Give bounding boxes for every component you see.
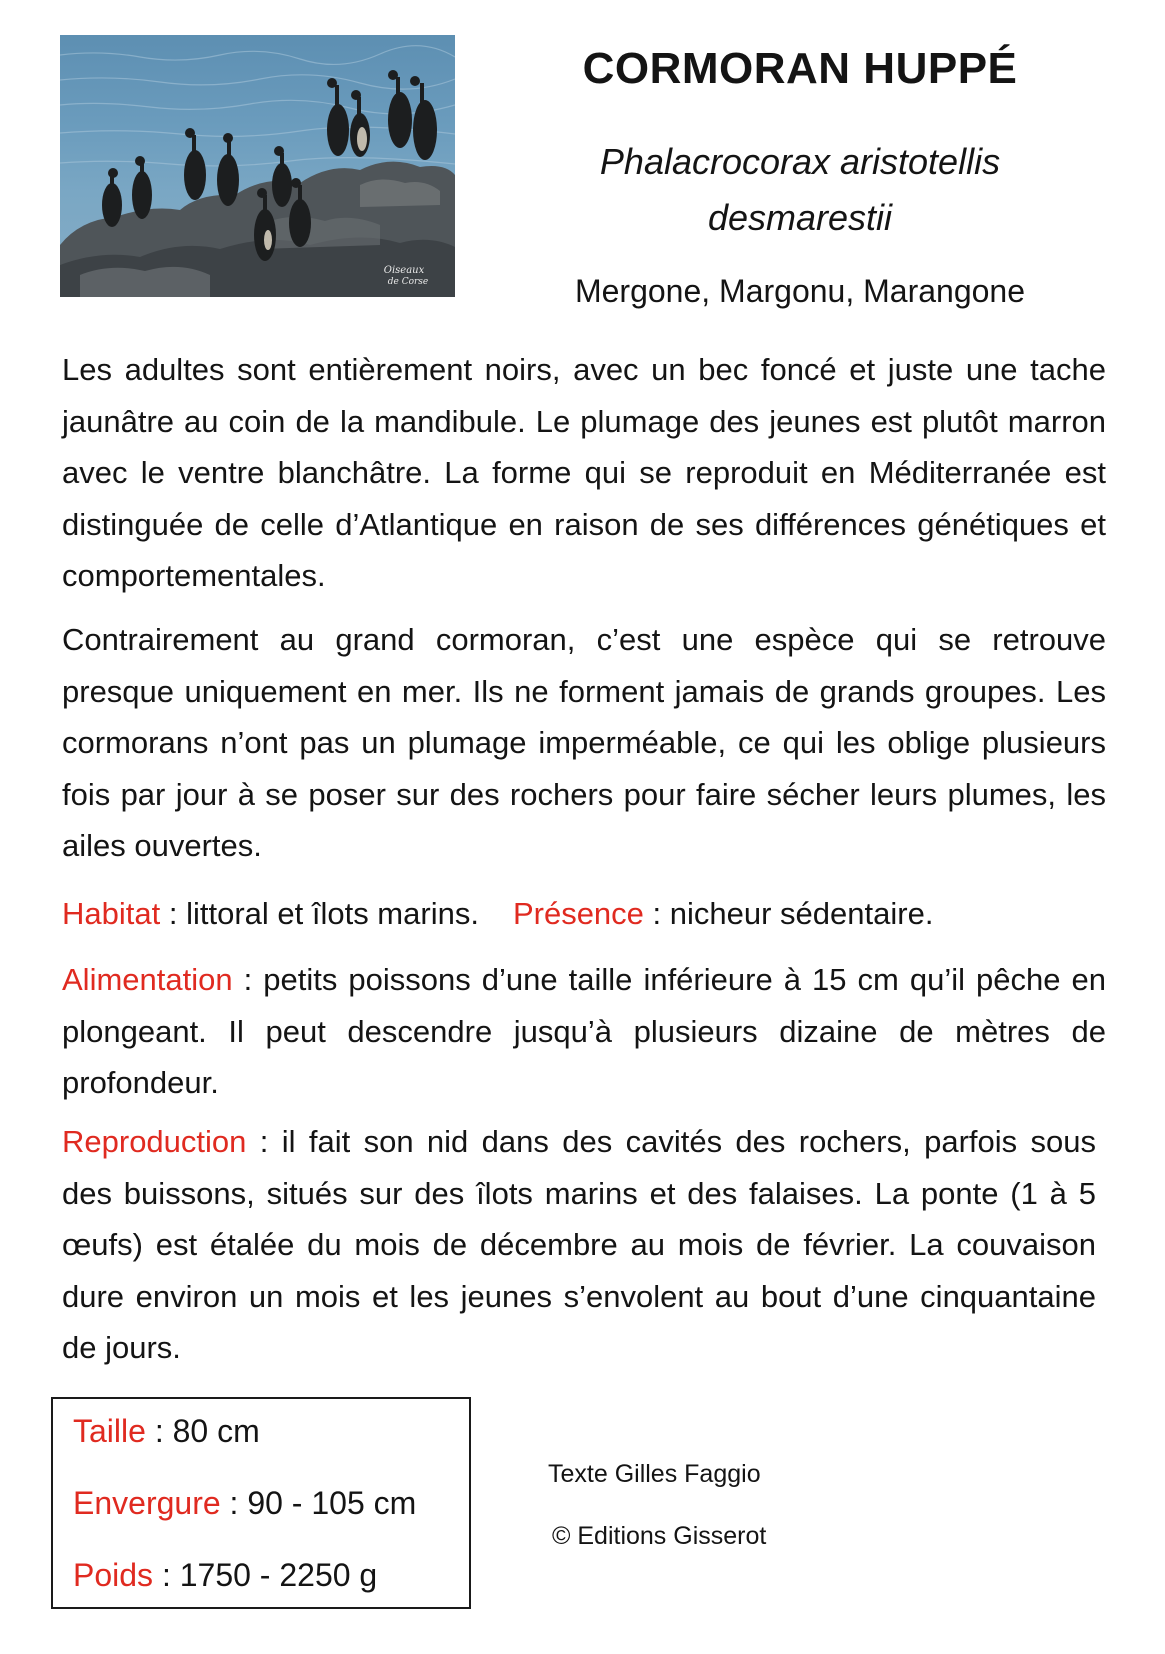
author-credit: Texte Gilles Faggio <box>548 1460 761 1488</box>
cormorant-photo <box>60 35 455 297</box>
page-title: CORMORAN HUPPÉ <box>582 44 1018 93</box>
taille-row <box>73 1413 260 1450</box>
alimentation-paragraph <box>62 954 1106 1109</box>
habitat-text: : littoral et îlots marins. <box>160 896 479 931</box>
alimentation-text: : petits poissons d’une taille inférieure à 15 cm qu’il pêche en plongeant. Il peut descendre jusqu’à plusieurs dizaine de mètres de profondeur. <box>62 962 1106 1100</box>
habitat-label: Habitat <box>62 896 161 931</box>
publisher-credit: © Editions Gisserot <box>552 1522 767 1550</box>
envergure-row <box>73 1485 416 1522</box>
alimentation-label: Alimentation <box>62 962 233 997</box>
poids-value: : 1750 - 2250 g <box>153 1557 378 1593</box>
taille-value: : 80 cm <box>145 1413 260 1449</box>
photo-watermark-line2: de Corse <box>387 277 429 287</box>
reproduction-label: Reproduction <box>62 1124 247 1159</box>
description-paragraph-2: Contrairement au grand cormoran, c’est une espèce qui se retrouve presque uniquement en mer. Ils ne forment jamais de grands groupes. Les cormorans n’ont pas un plumage imperméable, ce qui les oblige plusieurs fois par jour à se poser sur des rochers pour faire sécher leurs plumes, les ailes ouvertes. <box>62 622 1106 863</box>
habitat-presence-line <box>62 888 1106 940</box>
description-paragraph-1: Les adultes sont entièrement noirs, avec un bec foncé et juste une tache jaunâtre au coin de la mandibule. Le plumage des jeunes est plutôt marron avec le ventre blanchâtre. La forme qui se reproduit en Méditerranée est distinguée de celle d’Atlantique en raison de ses différences génétiques et comportementales. <box>62 352 1106 593</box>
reproduction-text: : il fait son nid dans des cavités des rochers, parfois sous des buissons, situés sur des îlots marins et des falaises. La ponte (1 à 5 œufs) est étalée du mois de décembre au mois de février. La couvaison dure environ un mois et les jeunes s’envolent au bout d’une cinquantaine de jours. <box>62 1124 1096 1365</box>
taille-label: Taille <box>73 1413 146 1449</box>
presence-text: : nicheur sédentaire. <box>643 896 934 931</box>
local-names: Mergone, Margonu, Marangone <box>574 273 1026 309</box>
cormorant-photo-illustration <box>60 35 455 297</box>
scientific-name <box>520 134 1080 246</box>
reproduction-paragraph <box>62 1116 1096 1374</box>
envergure-value: : 90 - 105 cm <box>220 1485 417 1521</box>
scientific-name-line1: Phalacrocorax aristotellis <box>599 141 1001 182</box>
measurements-box <box>51 1397 471 1609</box>
scientific-name-line2: desmarestii <box>707 197 893 238</box>
poids-row <box>73 1557 377 1594</box>
photo-watermark-line1: Oiseaux <box>383 265 425 276</box>
presence-label: Présence <box>512 896 644 931</box>
poids-label: Poids <box>73 1557 154 1593</box>
envergure-label: Envergure <box>73 1485 221 1521</box>
